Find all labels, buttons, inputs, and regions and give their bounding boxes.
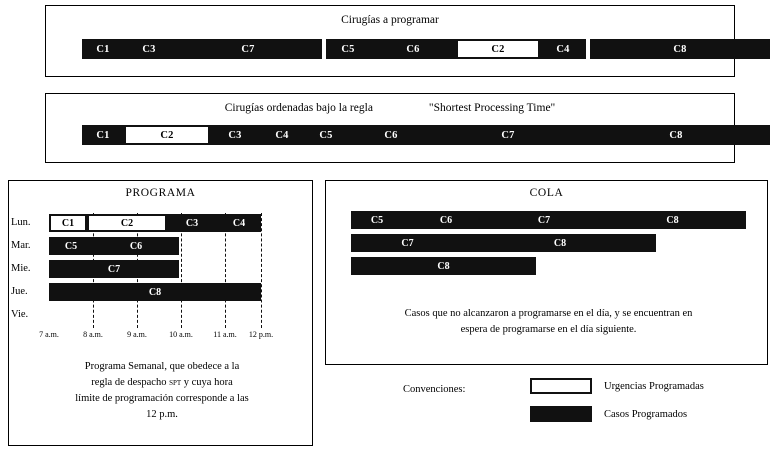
gantt-time-axis bbox=[39, 330, 299, 344]
p1-segment-c1: C1 bbox=[82, 39, 124, 59]
cola-caption-line-1: Casos que no alcanzaron a programarse en el día, y se encuentran en bbox=[404, 308, 693, 319]
queue-bar-c8: C8 bbox=[351, 257, 536, 275]
panel-cola bbox=[325, 180, 768, 365]
p1-segment-c2: C2 bbox=[456, 39, 540, 59]
gantt-row-mar bbox=[11, 236, 299, 259]
programa-caption-line-1: Programa Semanal, que obedece a la bbox=[84, 361, 240, 372]
gantt-bar-c2: C2 bbox=[87, 214, 167, 232]
legend-label: Convenciones: bbox=[403, 384, 466, 395]
panel2-title-left: Cirugías ordenadas bajo la regla bbox=[224, 102, 373, 114]
p2-segment-c6: C6 bbox=[348, 125, 434, 145]
p2-segment-c1: C1 bbox=[82, 125, 124, 145]
p1-segment-c8: C8 bbox=[590, 39, 770, 59]
panel-programa bbox=[8, 180, 313, 446]
legend-text-casos: Casos Programados bbox=[604, 408, 688, 420]
caption-spt: spt bbox=[169, 377, 182, 388]
programa-caption bbox=[27, 359, 297, 423]
legend-swatch-filled bbox=[530, 406, 592, 422]
gantt-bar-c1: C1 bbox=[49, 214, 87, 232]
legend bbox=[325, 372, 768, 434]
gantt-bar-c4: C4 bbox=[217, 214, 261, 232]
legend-swatch-open bbox=[530, 378, 592, 394]
gantt-row-jue bbox=[11, 282, 299, 305]
legend-text-urgencias: Urgencias Programadas bbox=[604, 380, 704, 392]
gantt-bar-c6: C6 bbox=[93, 237, 179, 255]
gantt-row-vie bbox=[11, 305, 299, 328]
gantt-row-mie bbox=[11, 259, 299, 282]
panel1-bar-strip bbox=[82, 39, 697, 59]
queue-bar-c6: C6 bbox=[403, 211, 489, 229]
panel2-bar-strip bbox=[82, 125, 697, 145]
gantt-bar-c5: C5 bbox=[49, 237, 93, 255]
queue-bar-c8: C8 bbox=[599, 211, 746, 229]
queue-row-1 bbox=[351, 211, 746, 234]
p1-segment-c3: C3 bbox=[124, 39, 174, 59]
cola-caption bbox=[356, 306, 741, 338]
queue-bar-c7: C7 bbox=[489, 211, 599, 229]
queue-bar-c5: C5 bbox=[351, 211, 403, 229]
programa-caption-line-4: 12 p.m. bbox=[146, 409, 178, 420]
programa-caption-line-2 bbox=[27, 375, 297, 391]
panel1-title: Cirugías a programar bbox=[341, 14, 439, 26]
gantt-day-label: Jue. bbox=[11, 286, 28, 297]
gantt-day-label: Mar. bbox=[11, 240, 31, 251]
panel2-title-right: "Shortest Processing Time" bbox=[428, 102, 556, 114]
p2-segment-c8: C8 bbox=[582, 125, 770, 145]
panel-surgeries-to-schedule bbox=[45, 5, 735, 77]
gantt-tick-label: 11 a.m. bbox=[213, 330, 237, 339]
p2-segment-c7: C7 bbox=[434, 125, 582, 145]
gantt-tick-label: 8 a.m. bbox=[83, 330, 103, 339]
cola-queue-rows bbox=[351, 211, 746, 280]
queue-bar-c7: C7 bbox=[351, 234, 464, 252]
gantt-day-label: Lun. bbox=[11, 217, 31, 228]
legend-item-urgencias bbox=[530, 378, 704, 394]
panel-surgeries-ordered-spt bbox=[45, 93, 735, 163]
cola-caption-line-2: espera de programarse en el día siguiente. bbox=[460, 324, 637, 335]
p2-segment-c2: C2 bbox=[124, 125, 210, 145]
gantt-bar-c7: C7 bbox=[49, 260, 179, 278]
gantt-tick-label: 10 a.m. bbox=[169, 330, 193, 339]
gantt-tick-label: 7 a.m. bbox=[39, 330, 59, 339]
cola-title: COLA bbox=[529, 187, 564, 199]
legend-item-casos bbox=[530, 406, 687, 422]
caption-pre: regla de despacho bbox=[91, 377, 170, 388]
p2-segment-c4: C4 bbox=[260, 125, 304, 145]
caption-post: y cuya hora bbox=[181, 377, 233, 388]
programa-caption-line-3: límite de programación corresponde a las bbox=[75, 393, 249, 404]
gantt-row-lun bbox=[11, 213, 299, 236]
p1-segment-c6: C6 bbox=[370, 39, 456, 59]
p2-segment-c3: C3 bbox=[210, 125, 260, 145]
p2-segment-c5: C5 bbox=[304, 125, 348, 145]
p1-segment-c7: C7 bbox=[174, 39, 322, 59]
programa-gantt bbox=[11, 213, 299, 339]
gantt-day-label: Mie. bbox=[11, 263, 31, 274]
queue-bar-c8: C8 bbox=[464, 234, 656, 252]
queue-row-3 bbox=[351, 257, 746, 280]
gantt-tick-label: 12 p.m. bbox=[248, 330, 274, 339]
p1-segment-c5: C5 bbox=[326, 39, 370, 59]
queue-row-2 bbox=[351, 234, 746, 257]
programa-title: PROGRAMA bbox=[125, 187, 196, 199]
gantt-tick-label: 9 a.m. bbox=[127, 330, 147, 339]
gantt-bar-c3: C3 bbox=[167, 214, 217, 232]
p1-segment-c4: C4 bbox=[540, 39, 586, 59]
gantt-bar-c8: C8 bbox=[49, 283, 261, 301]
gantt-day-label: Vie. bbox=[11, 309, 29, 320]
